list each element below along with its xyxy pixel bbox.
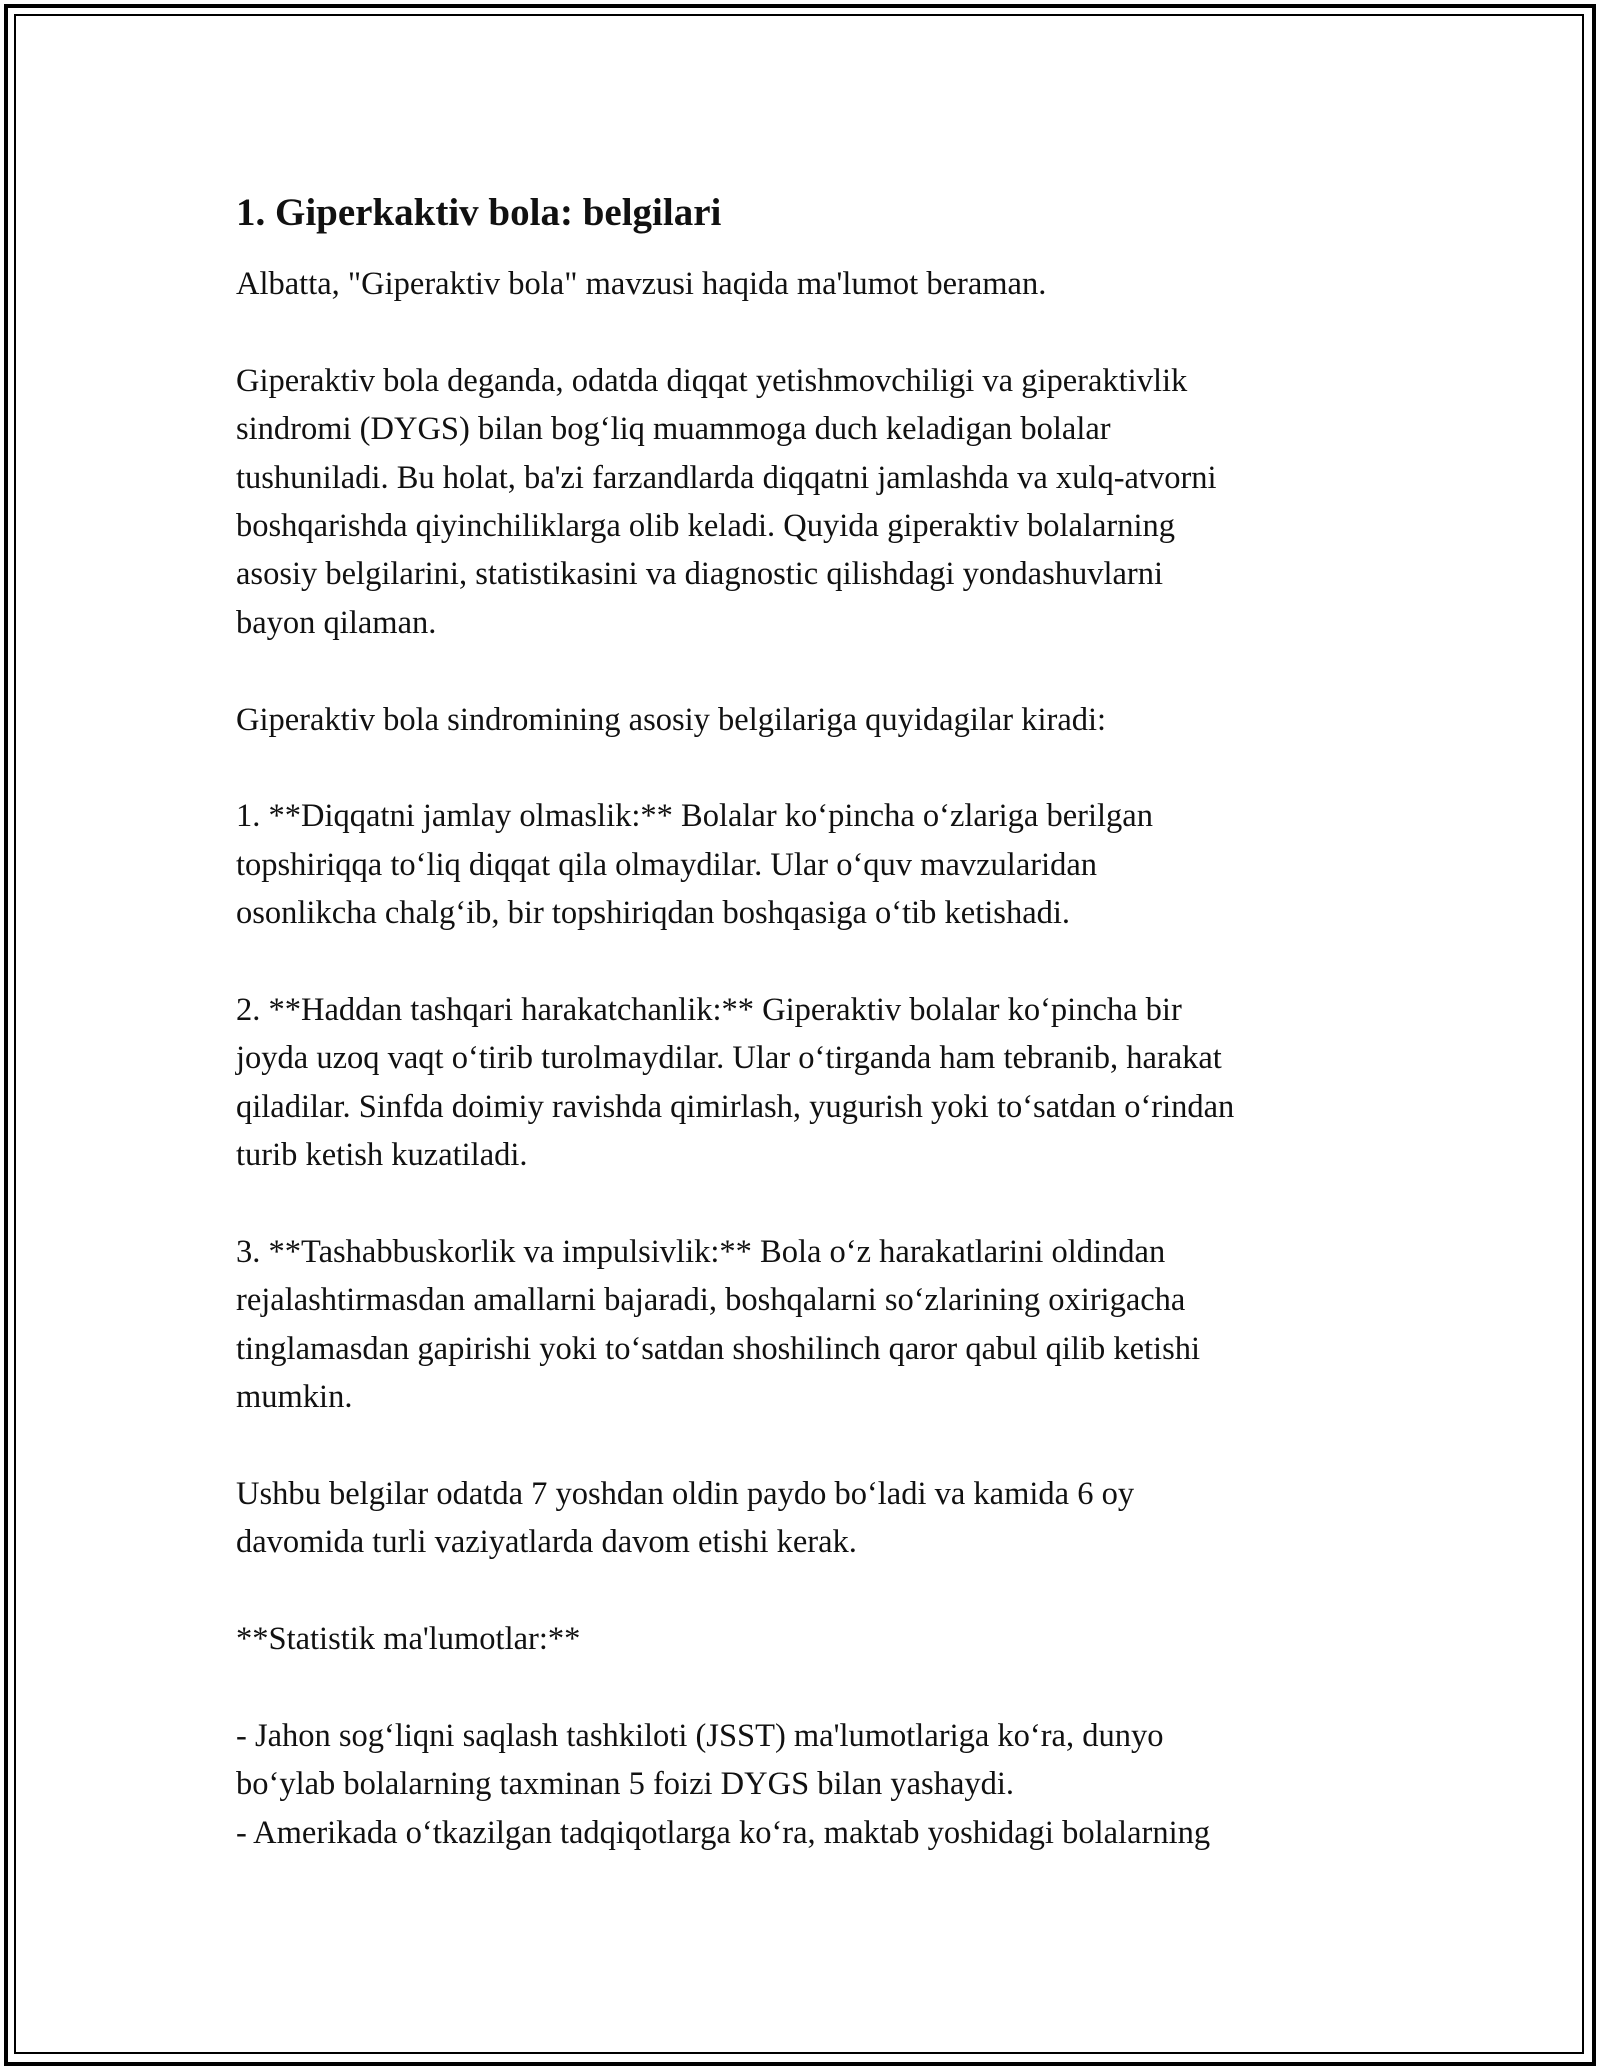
text-line: turib ketish kuzatiladi. [236, 1137, 528, 1174]
paragraph [236, 1470, 1386, 1567]
document-body [236, 188, 1386, 1906]
text-line: rejalashtirmasdan amallarni bajaradi, boshqalarni soʻzlarining oxirigacha [236, 1282, 1186, 1319]
text-line: 2. **Haddan tashqari harakatchanlik:** Giperaktiv bolalar koʻpincha bir [236, 992, 1182, 1029]
text-line: boʻylab bolalarning taxminan 5 foizi DYGS bilan yashaydi. [236, 1766, 1015, 1803]
paragraph-list [236, 260, 1386, 1857]
text-line: Albatta, "Giperaktiv bola" mavzusi haqida ma'lumot beraman. [236, 266, 1047, 302]
paragraph [236, 1615, 1386, 1663]
text-line: 1. **Diqqatni jamlay olmaslik:** Bolalar koʻpincha oʻzlariga berilgan [236, 798, 1153, 835]
text-line: **Statistik ma'lumotlar:** [236, 1621, 581, 1658]
text-line: bayon qilaman. [236, 604, 437, 641]
text-line: sindromi (DYGS) bilan bogʻliq muammoga duch keladigan bolalar [236, 411, 1111, 448]
paragraph [236, 357, 1386, 647]
text-line: topshiriqqa toʻliq diqqat qila olmaydilar. Ular oʻquv mavzularidan [236, 846, 1098, 883]
text-line: tinglamasdan gapirishi yoki toʻsatdan shoshilinch qaror qabul qilib ketishi [236, 1330, 1201, 1367]
text-line: Ushbu belgilar odatda 7 yoshdan oldin paydo boʻladi va kamida 6 oy [236, 1476, 1135, 1513]
text-line: davomida turli vaziyatlarda davom etishi kerak. [236, 1524, 857, 1561]
text-line: - Jahon sogʻliqni saqlash tashkiloti (JSST) ma'lumotlariga koʻra, dunyo [236, 1718, 1164, 1755]
paragraph [236, 696, 1386, 744]
text-line: mumkin. [236, 1379, 353, 1416]
text-line: 3. **Tashabbuskorlik va impulsivlik:** Bola oʻz harakatlarini oldindan [236, 1234, 1166, 1271]
text-line: osonlikcha chalgʻib, bir topshiriqdan boshqasiga oʻtib ketishadi. [236, 895, 1071, 932]
document-title: 1. Giperkaktiv bola: belgilari [236, 191, 722, 234]
paragraph [236, 792, 1386, 937]
text-line: boshqarishda qiyinchiliklarga olib keladi. Quyida giperaktiv bolalarning [236, 508, 1175, 545]
text-line: tushuniladi. Bu holat, ba'zi farzandlarda diqqatni jamlashda va xulq-atvorni [236, 459, 1217, 496]
text-line: - Amerikada oʻtkazilgan tadqiqotlarga koʻra, maktab yoshidagi bolalarning [236, 1814, 1211, 1851]
paragraph [236, 1228, 1386, 1422]
text-line: asosiy belgilarini, statistikasini va diagnostic qilishdagi yondashuvlarni [236, 556, 1164, 593]
text-line: Giperaktiv bola deganda, odatda diqqat yetishmovchiligi va giperaktivlik [236, 362, 1188, 399]
text-line: qiladilar. Sinfda doimiy ravishda qimirlash, yugurish yoki toʻsatdan oʻrindan [236, 1088, 1235, 1125]
text-line: Giperaktiv bola sindromining asosiy belgilariga quyidagilar kiradi: [236, 701, 1107, 738]
paragraph [236, 260, 1386, 308]
text-line: joyda uzoq vaqt oʻtirib turolmaydilar. Ular oʻtirganda ham tebranib, harakat [236, 1040, 1222, 1077]
paragraph [236, 986, 1386, 1180]
paragraph [236, 1712, 1386, 1857]
